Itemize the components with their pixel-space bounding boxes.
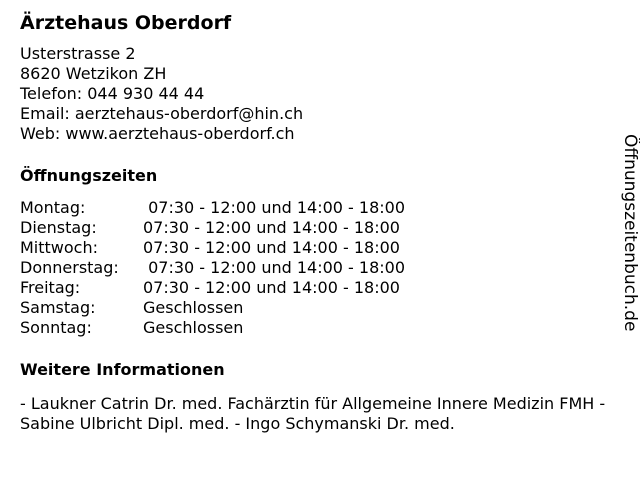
hours-day: Sonntag: — [20, 318, 92, 337]
hours-day: Montag: — [20, 198, 86, 217]
practice-card — [20, 10, 610, 434]
hours-row-monday — [20, 198, 610, 218]
hours-time: 07:30 - 12:00 und 14:00 - 18:00 — [143, 258, 406, 277]
address-web: Web: www.aerztehaus-oberdorf.ch — [20, 124, 295, 143]
hours-row-friday — [20, 278, 610, 298]
page-title: Ärztehaus Oberdorf — [20, 12, 232, 34]
opening-hours-heading: Öffnungszeiten — [20, 166, 158, 185]
hours-row-saturday — [20, 298, 610, 318]
hours-day: Freitag: — [20, 278, 81, 297]
further-info-text: - Laukner Catrin Dr. med. Fachärztin für Allgemeine Innere Medizin FMH - Sabine Ulbricht Dipl. med. - Ingo Schymanski Dr. med. — [20, 394, 606, 433]
opening-hours-table — [20, 198, 610, 338]
hours-time: 07:30 - 12:00 und 14:00 - 18:00 — [143, 278, 400, 297]
hours-time: 07:30 - 12:00 und 14:00 - 18:00 — [143, 238, 400, 257]
hours-day: Donnerstag: — [20, 258, 119, 277]
hours-row-tuesday — [20, 218, 610, 238]
address-phone: Telefon: 044 930 44 44 — [20, 84, 205, 103]
address-block — [20, 44, 610, 144]
hours-time: Geschlossen — [143, 318, 244, 337]
address-city: 8620 Wetzikon ZH — [20, 64, 167, 83]
hours-row-thursday — [20, 258, 610, 278]
hours-time: 07:30 - 12:00 und 14:00 - 18:00 — [143, 198, 406, 217]
address-street: Usterstrasse 2 — [20, 44, 136, 63]
hours-day: Dienstag: — [20, 218, 97, 237]
hours-time: 07:30 - 12:00 und 14:00 - 18:00 — [143, 218, 400, 237]
address-email: Email: aerztehaus-oberdorf@hin.ch — [20, 104, 304, 123]
hours-row-wednesday — [20, 238, 610, 258]
hours-day: Samstag: — [20, 298, 96, 317]
hours-row-sunday — [20, 318, 610, 338]
hours-day: Mittwoch: — [20, 238, 98, 257]
hours-time: Geschlossen — [143, 298, 244, 317]
further-info-heading: Weitere Informationen — [20, 360, 225, 379]
brand-watermark: Öffnungszeitenbuch.de — [620, 134, 640, 332]
